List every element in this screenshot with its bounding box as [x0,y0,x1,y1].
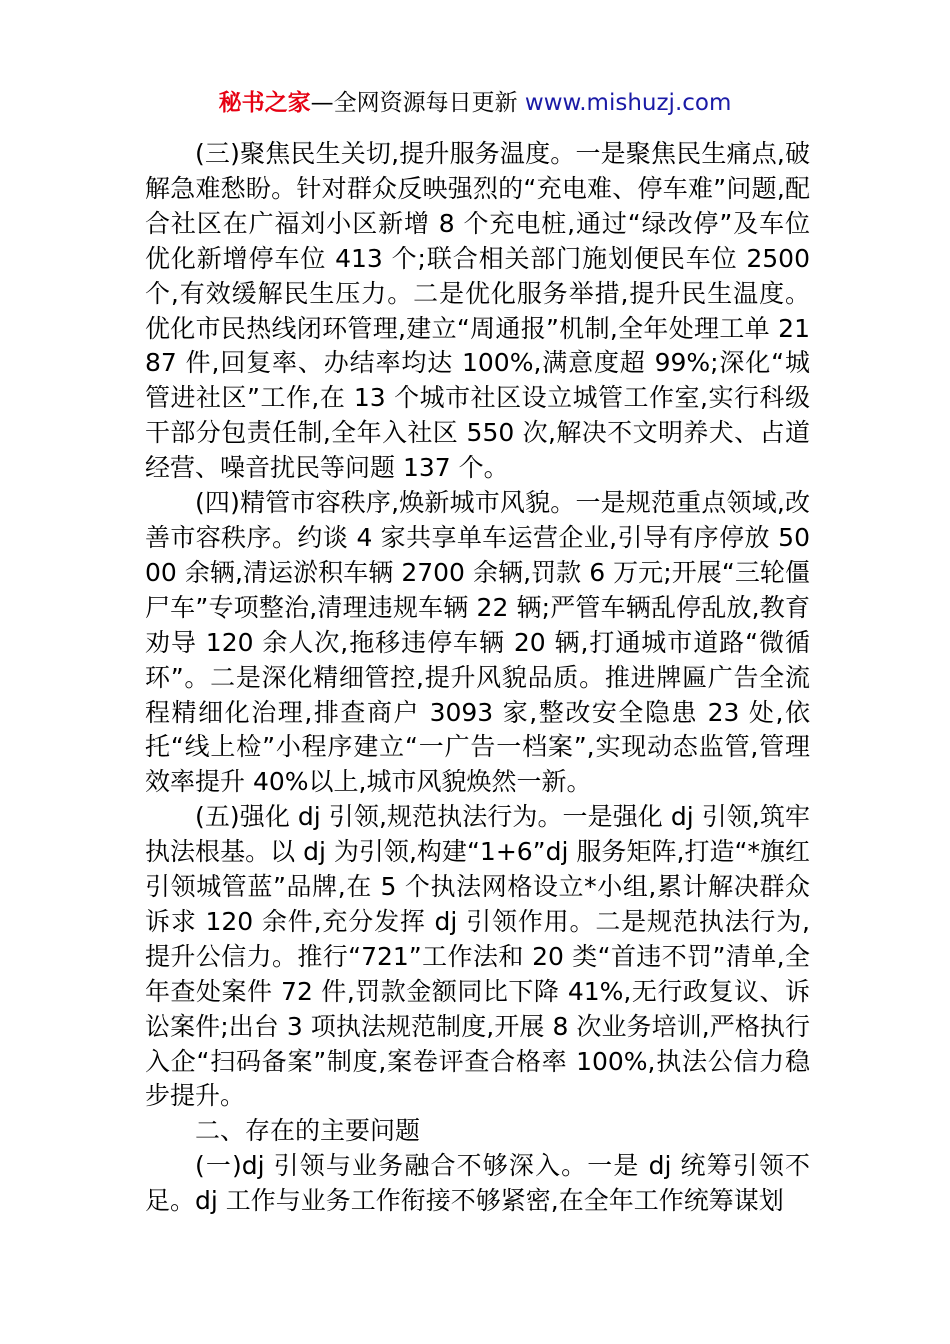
paragraph-section-4: (四)精管市容秩序,焕新城市风貌。一是规范重点领域,改善市容秩序。约谈 4 家共享单车运营企业,引导有序停放 5000 余辆,清运淤积车辆 2700 余辆,罚款 6 万元;开展“三轮僵尸车”专项整治,清理违规车辆 22 辆;严管车辆乱停乱放,教育劝导 120 余人次,拖移违停车辆 20 辆,打通城市道路“微循环”。二是深化精细管控,提升风貌品质。推进牌匾广告全流程精细化治理,排查商户 3093 家,整改安全隐患 23 处,依托“线上检”小程序建立“一广告一档案”,实现动态监管,管理效率提升 40%以上,城市风貌焕然一新。 [145,488,810,797]
site-url[interactable]: www.mishuzj.com [524,90,732,116]
site-tagline: —全网资源每日更新 [310,90,525,116]
paragraph-section-3: (三)聚焦民生关切,提升服务温度。一是聚焦民生痛点,破解急难愁盼。针对群众反映强烈的“充电难、停车难”问题,配合社区在广福刘小区新增 8 个充电桩,通过“绿改停”及车位优化新增停车位 413 个;联合相关部门施划便民车位 2500 个,有效缓解民生压力。二是优化服务举措,提升民生温度。优化市民热线闭环管理,建立“周通报”机制,全年处理工单 2187 件,回复率、办结率均达 100%,满意度超 99%;深化“城管进社区”工作,在 13 个城市社区设立城管工作室,实行科级干部分包责任制,全年入社区 550 次,解决不文明养犬、占道经营、噪音扰民等问题 137 个。 [145,139,810,483]
heading-main-problems: 二、存在的主要问题 [195,1116,421,1146]
site-brand: 秘书之家 [218,90,311,116]
paragraph-section-5: (五)强化 dj 引领,规范执法行为。一是强化 dj 引领,筑牢执法根基。以 dj 为引领,构建“1+6”dj 服务矩阵,打造“*旗红引领城管蓝”品牌,在 5 个执法网格设立*小组,累计解决群众诉求 120 余件,充分发挥 dj 引领作用。二是规范执法行为,提升公信力。推行“721”工作法和 20 类“首违不罚”清单,全年查处案件 72 件,罚款金额同比下降 41%,无行政复议、诉讼案件;出台 3 项执法规范制度,开展 8 次业务培训,严格执行入企“扫码备案”制度,案卷评查合格率 100%,执法公信力稳步提升。 [145,802,810,1111]
document-body [145,137,810,1219]
site-header [0,86,950,120]
paragraph-problem-1: (一)dj 引领与业务融合不够深入。一是 dj 统筹引领不足。dj 工作与业务工作衔接不够紧密,在全年工作统筹谋划 [145,1151,810,1216]
